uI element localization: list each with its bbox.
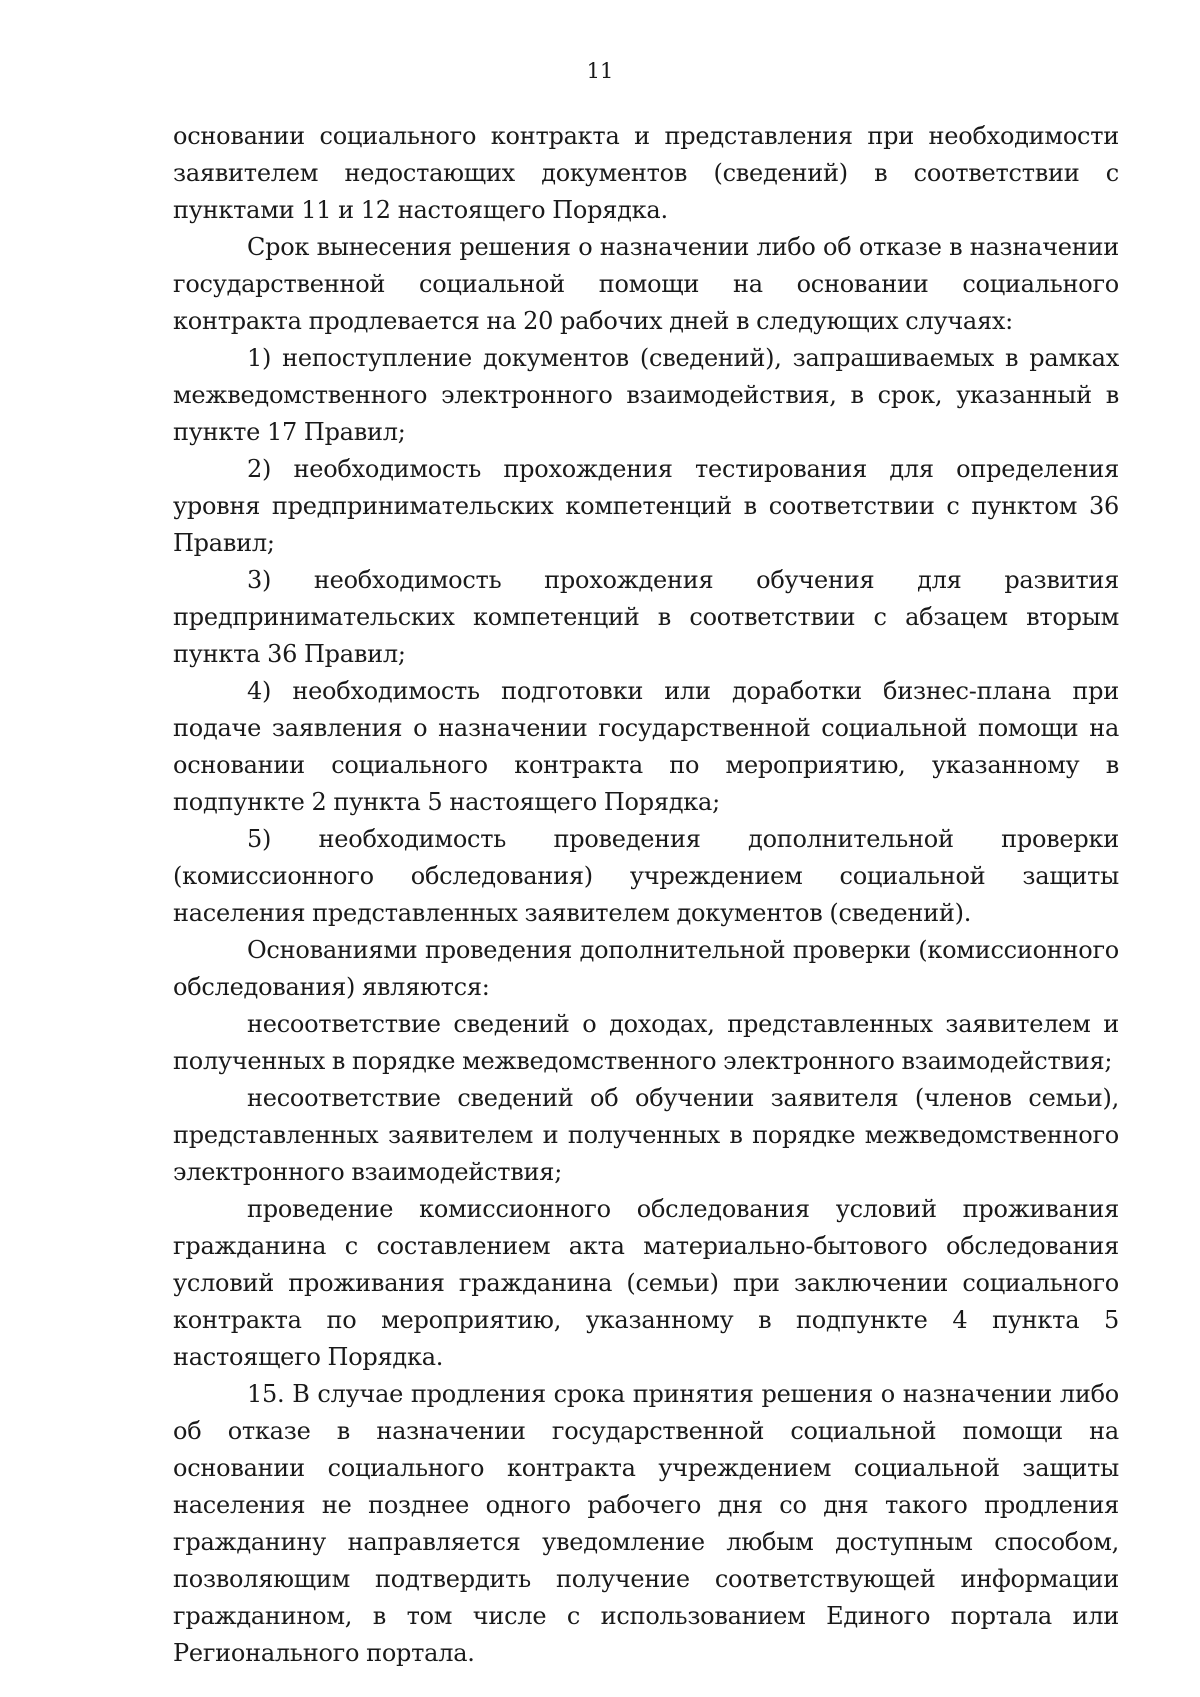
paragraph-extension-term: Срок вынесения решения о назначении либо об отказе в назначении государственной социальной помощи на основании социального контракта продлевается на 20 рабочих дней в следующих случаях: [173,233,1119,335]
list-item-ground-inspection: проведение комиссионного обследования условий проживания гражданина с составлением акта материально-бытового обследования условий проживания гражданина (семьи) при заключении социального контракта по мероприятию, указанному в подпункте 4 пункта 5 настоящего Порядка. [173,1195,1119,1371]
list-item-case-5: 5) необходимость проведения дополнительной проверки (комиссионного обследования) учреждением социальной защиты населения представленных заявителем документов (сведений). [173,825,1119,927]
document-body [173,118,1119,1672]
paragraph-item-15: 15. В случае продления срока принятия решения о назначении либо об отказе в назначении государственной социальной помощи на основании социального контракта учреждением социальной защиты населения не позднее одного рабочего дня со дня такого продления гражданину направляется уведомление любым доступным способом, позволяющим подтвердить получение соответствующей информации гражданином, в том числе с использованием Единого портала или Регионального портала. [173,1380,1119,1667]
paragraph-continuation: основании социального контракта и представления при необходимости заявителем недостающих документов (сведений) в соответствии с пунктами 11 и 12 настоящего Порядка. [173,122,1119,224]
list-item-case-1: 1) непоступление документов (сведений), запрашиваемых в рамках межведомственного электронного взаимодействия, в срок, указанный в пункте 17 Правил; [173,344,1119,446]
list-item-case-3: 3) необходимость прохождения обучения для развития предпринимательских компетенций в соответствии с абзацем вторым пункта 36 Правил; [173,566,1119,668]
paragraph-grounds: Основаниями проведения дополнительной проверки (комиссионного обследования) являются: [173,936,1119,1001]
list-item-case-4: 4) необходимость подготовки или доработки бизнес-плана при подаче заявления о назначении государственной социальной помощи на основании социального контракта по мероприятию, указанному в подпункте 2 пункта 5 настоящего Порядка; [173,677,1119,816]
page-number: 11 [586,59,614,83]
list-item-ground-income: несоответствие сведений о доходах, представленных заявителем и полученных в порядке межведомственного электронного взаимодействия; [173,1010,1119,1075]
list-item-case-2: 2) необходимость прохождения тестирования для определения уровня предпринимательских компетенций в соответствии с пунктом 36 Правил; [173,455,1119,557]
list-item-ground-education: несоответствие сведений об обучении заявителя (членов семьи), представленных заявителем и полученных в порядке межведомственного электронного взаимодействия; [173,1084,1119,1186]
